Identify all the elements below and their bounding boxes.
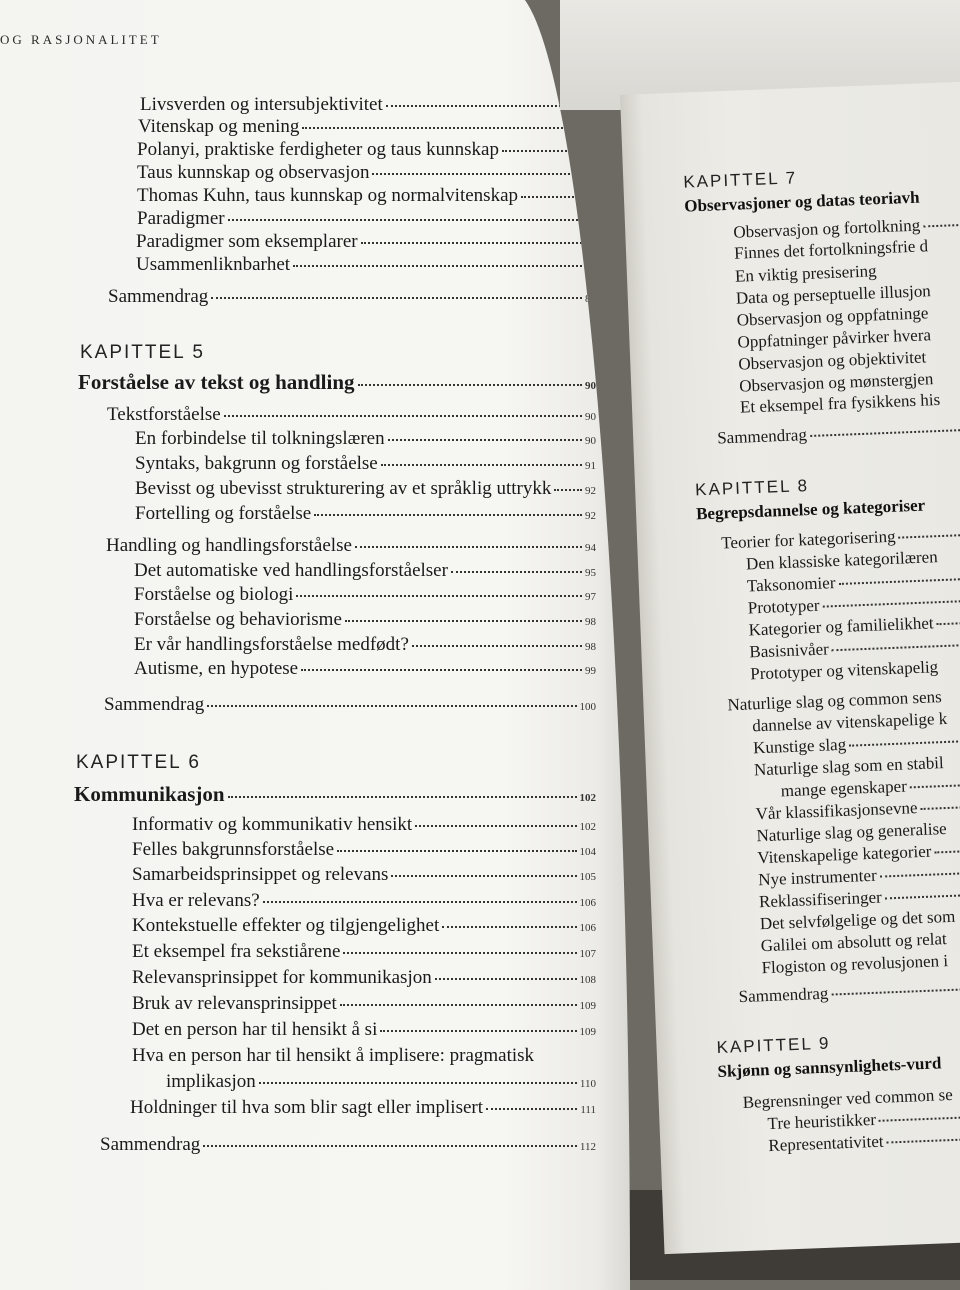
toc-entry-summary[interactable]: Sammendrag	[717, 417, 960, 448]
toc-entry[interactable]: Taksonomier	[747, 567, 960, 597]
chapter-6-title[interactable]: Kommunikasjon 102	[74, 782, 596, 806]
toc-entry[interactable]: Bevisst og ubevisst strukturering av et språklig uttrykk 92	[135, 478, 596, 499]
toc-entry[interactable]: Kategorier og familielikhet	[748, 610, 960, 640]
toc-entry[interactable]: En forbindelse til tolkningslæren 90	[135, 428, 596, 449]
toc-entry[interactable]: Begrensninger ved common se	[742, 1084, 954, 1113]
right-page	[620, 81, 960, 1254]
toc-entry[interactable]: Informativ og kommunikativ hensikt 102	[132, 814, 596, 835]
toc-entry[interactable]: Hva en person har til hensikt å implisere: pragmatisk	[132, 1045, 535, 1066]
toc-entry-summary[interactable]: Sammendrag	[738, 976, 960, 1007]
toc-entry[interactable]: Prototyper	[747, 588, 960, 618]
toc-entry[interactable]: Det en person har til hensikt å si 109	[132, 1019, 596, 1040]
toc-entry[interactable]: Naturlige slag og generalise	[756, 819, 948, 846]
toc-entry[interactable]: En viktig presisering	[734, 261, 877, 286]
toc-entry[interactable]: Et eksempel fra fysikkens his	[739, 389, 941, 417]
toc-entry[interactable]: Vår klassifikasjonsevne	[755, 794, 960, 824]
toc-entry-summary[interactable]: Sammendrag 100	[104, 694, 596, 715]
toc-entry[interactable]: Samarbeidsprinsippet og relevans 105	[132, 864, 596, 885]
toc-entry[interactable]: Usammenliknbarhet 88	[136, 254, 596, 275]
toc-entry[interactable]: Tre heuristikker	[767, 1104, 960, 1134]
toc-entry[interactable]: Naturlige slag og common sens	[727, 687, 943, 715]
toc-entry[interactable]: mange egenskaper	[780, 772, 960, 801]
toc-entry[interactable]: dannelse av vitenskapelige k	[751, 708, 948, 736]
toc-entry[interactable]: Data og perseptuelle illusjon	[735, 281, 932, 308]
toc-entry[interactable]: Teorier for kategorisering	[721, 522, 960, 553]
toc-entry[interactable]: Representativitet	[768, 1126, 960, 1156]
chapter-7-title: Observasjoner og datas teoriavh	[683, 187, 920, 216]
toc-entry[interactable]: Tekstforståelse 90	[107, 404, 596, 425]
toc-entry[interactable]: Nye instrumenter	[758, 860, 960, 890]
toc-entry[interactable]: Vitenskapelige kategorier	[757, 838, 960, 868]
toc-entry[interactable]: Polanyi, praktiske ferdigheter og taus kunnskap 80	[137, 139, 596, 160]
toc-entry[interactable]: Kontekstuelle effekter og tilgjengelighet 106	[132, 915, 596, 936]
chapter-8-label: KAPITTEL 8	[694, 476, 810, 500]
toc-entry[interactable]: Det automatiske ved handlingsforståelser 95	[134, 560, 596, 581]
toc-entry[interactable]: Fortelling og forståelse 92	[135, 503, 596, 524]
toc-entry-summary[interactable]: Sammendrag 88	[108, 286, 596, 307]
toc-entry[interactable]: Et eksempel fra sekstiårene 107	[132, 941, 596, 962]
toc-entry[interactable]: Galilei om absolutt og relat	[760, 929, 948, 956]
chapter-6-label: KAPITTEL 6	[76, 752, 201, 773]
toc-entry[interactable]: Oppfatninger påvirker hvera	[737, 325, 932, 352]
toc-entry[interactable]: Livsverden og intersubjektivitet 78	[140, 94, 595, 115]
chapter-8-title: Begrepsdannelse og kategoriser	[695, 495, 926, 524]
toc-entry[interactable]: Autisme, en hypotese 99	[134, 658, 596, 679]
toc-entry[interactable]: Felles bakgrunnsforståelse 104	[132, 839, 596, 860]
toc-entry[interactable]: Basisnivåer	[749, 632, 960, 662]
toc-entry[interactable]: Det selvfølgelige og det som	[759, 906, 956, 934]
toc-entry[interactable]: Paradigmer som eksemplarer 85	[136, 231, 596, 252]
toc-entry[interactable]: Syntaks, bakgrunn og forståelse 91	[135, 453, 596, 474]
toc-entry[interactable]: Flogiston og revolusjonen i	[761, 951, 949, 978]
toc-entry[interactable]: Forståelse og behaviorisme 98	[134, 609, 596, 630]
toc-entry[interactable]: Observasjon og oppfatninge	[736, 303, 929, 330]
chapter-5-title[interactable]: Forståelse av tekst og handling 90	[78, 370, 596, 394]
toc-entry[interactable]: Den klassiske kategorilæren	[745, 547, 939, 574]
chapter-5-label: KAPITTEL 5	[80, 342, 205, 363]
toc-entry[interactable]: Naturlige slag som en stabil	[753, 753, 945, 780]
toc-entry[interactable]: Kunstige slag	[753, 728, 960, 758]
running-head: OG RASJONALITET	[0, 32, 162, 47]
toc-entry[interactable]: Relevansprinsippet for kommunikasjon 108	[132, 967, 596, 988]
toc-entry[interactable]: Finnes det fortolkningsfrie d	[733, 236, 929, 263]
toc-entry[interactable]: Taus kunnskap og observasjon 82	[137, 162, 596, 183]
toc-entry[interactable]: Vitenskap og mening 79	[138, 116, 596, 137]
toc-entry[interactable]: Paradigmer 84	[137, 208, 596, 229]
chapter-9-label: KAPITTEL 9	[716, 1033, 831, 1057]
toc-entry[interactable]: Observasjon og fortolkning	[733, 213, 960, 243]
toc-entry[interactable]: Handling og handlingsforståelse 94	[106, 535, 596, 556]
toc-entry[interactable]: Er vår handlingsforståelse medfødt? 98	[134, 634, 596, 655]
toc-entry[interactable]: implikasjon 110	[166, 1071, 596, 1092]
chapter-7-label: KAPITTEL 7	[683, 168, 798, 192]
toc-entry[interactable]: Observasjon og objektivitet	[738, 347, 927, 374]
toc-entry[interactable]: Observasjon og mønstergjen	[738, 369, 934, 396]
toc-entry[interactable]: Reklassifiseringer	[759, 882, 960, 912]
toc-entry[interactable]: Forståelse og biologi 97	[134, 584, 596, 605]
toc-entry[interactable]: Thomas Kuhn, taus kunnskap og normalvitenskap 83	[137, 185, 596, 206]
toc-entry[interactable]: Bruk av relevansprinsippet 109	[132, 993, 596, 1014]
chapter-9-title: Skjønn og sannsynlighets-vurd	[717, 1053, 942, 1081]
toc-entry[interactable]: Prototyper og vitenskapelig	[749, 657, 939, 684]
toc-entry[interactable]: Holdninger til hva som blir sagt eller implisert 111	[130, 1097, 596, 1118]
toc-entry[interactable]: Hva er relevans? 106	[132, 890, 596, 911]
toc-entry-summary[interactable]: Sammendrag 112	[100, 1134, 596, 1155]
